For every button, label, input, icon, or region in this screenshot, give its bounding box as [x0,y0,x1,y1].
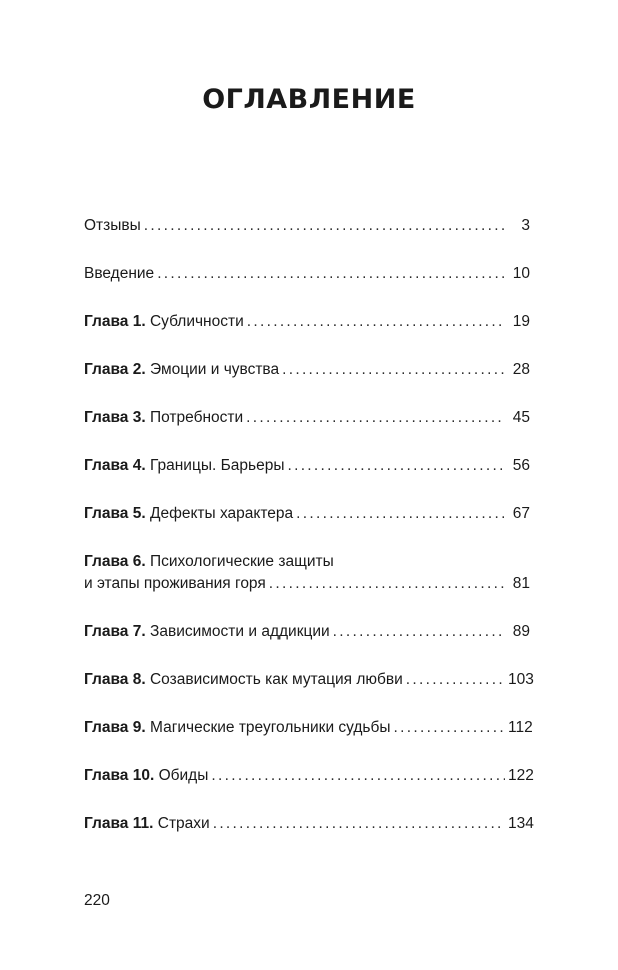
toc-entry-page: 67 [512,505,530,522]
toc-entry-reviews [84,215,530,237]
toc-chapter-number: Глава 11. [84,815,154,832]
toc-entry-chapter-2 [84,359,530,381]
toc-entry-title: Введение [84,265,155,282]
toc-entry-page: 122 [508,767,534,784]
toc-chapter-number: Глава 7. [84,623,146,640]
toc-entry-chapter-4 [84,455,530,477]
dot-leader [333,621,505,643]
toc-entry-title: Дефекты характера [149,505,294,522]
dot-leader [246,407,505,429]
toc-chapter-number: Глава 2. [84,361,146,378]
toc-chapter-number: Глава 6. [84,553,146,570]
toc-entry-page: 56 [512,457,530,474]
toc-entry-title: Эмоции и чувства [149,361,280,378]
toc-entry-page: 112 [508,719,533,736]
toc-entry-title: Субличности [149,313,244,330]
toc-entry-title: Обиды [158,767,209,784]
dot-leader [247,311,505,333]
toc-entry-title: Созависимость как мутация любви [149,671,403,688]
dot-leader [213,813,505,835]
toc-chapter-number: Глава 5. [84,505,146,522]
page-number: 220 [84,892,110,909]
toc-entry-page: 45 [512,409,530,426]
toc-entry-title: Магические треугольники судьбы [149,719,391,736]
toc-entry-page: 89 [512,623,530,640]
dot-leader [269,573,505,595]
toc-entry-title: Границы. Барьеры [149,457,285,474]
toc-entry-chapter-9 [84,717,533,739]
toc-chapter-number: Глава 4. [84,457,146,474]
toc-entry-title: Зависимости и аддикции [149,623,330,640]
toc-entry-chapter-5 [84,503,530,525]
toc-entry-chapter-8 [84,669,534,691]
toc-entry-page: 19 [512,313,530,330]
toc-entry-page: 10 [512,265,530,282]
dot-leader [144,215,505,237]
toc-chapter-number: Глава 8. [84,671,146,688]
toc-entry-chapter-3 [84,407,530,429]
dot-leader [394,717,505,739]
toc-entry-title: Психологические защиты [149,553,334,570]
toc-chapter-number: Глава 3. [84,409,146,426]
page-title: ОГЛАВЛЕНИЕ [202,84,416,115]
toc-chapter-number: Глава 9. [84,719,146,736]
dot-leader [157,263,505,285]
toc-chapter-number: Глава 10. [84,767,155,784]
toc-entry-chapter-6 [84,551,530,595]
dot-leader [211,765,505,787]
dot-leader [282,359,505,381]
toc-entry-chapter-10 [84,765,534,787]
dot-leader [406,669,505,691]
dot-leader [296,503,505,525]
toc-entry-page: 103 [508,671,534,688]
toc-entry-chapter-1 [84,311,530,333]
toc-entry-title: Отзывы [84,217,141,234]
toc-entry-page: 3 [521,217,530,234]
toc-entry-title: Страхи [157,815,210,832]
toc-entry-page: 81 [512,575,530,592]
toc-chapter-number: Глава 1. [84,313,146,330]
toc-entry-chapter-11 [84,813,534,835]
toc-entry-page: 28 [512,361,530,378]
toc-entry-title: Потребности [149,409,244,426]
toc-entry-title-continued: и этапы проживания горя [84,575,266,592]
toc-entry-chapter-7 [84,621,530,643]
toc-entry-introduction [84,263,530,285]
toc-entry-page: 134 [508,815,534,832]
dot-leader [287,455,505,477]
